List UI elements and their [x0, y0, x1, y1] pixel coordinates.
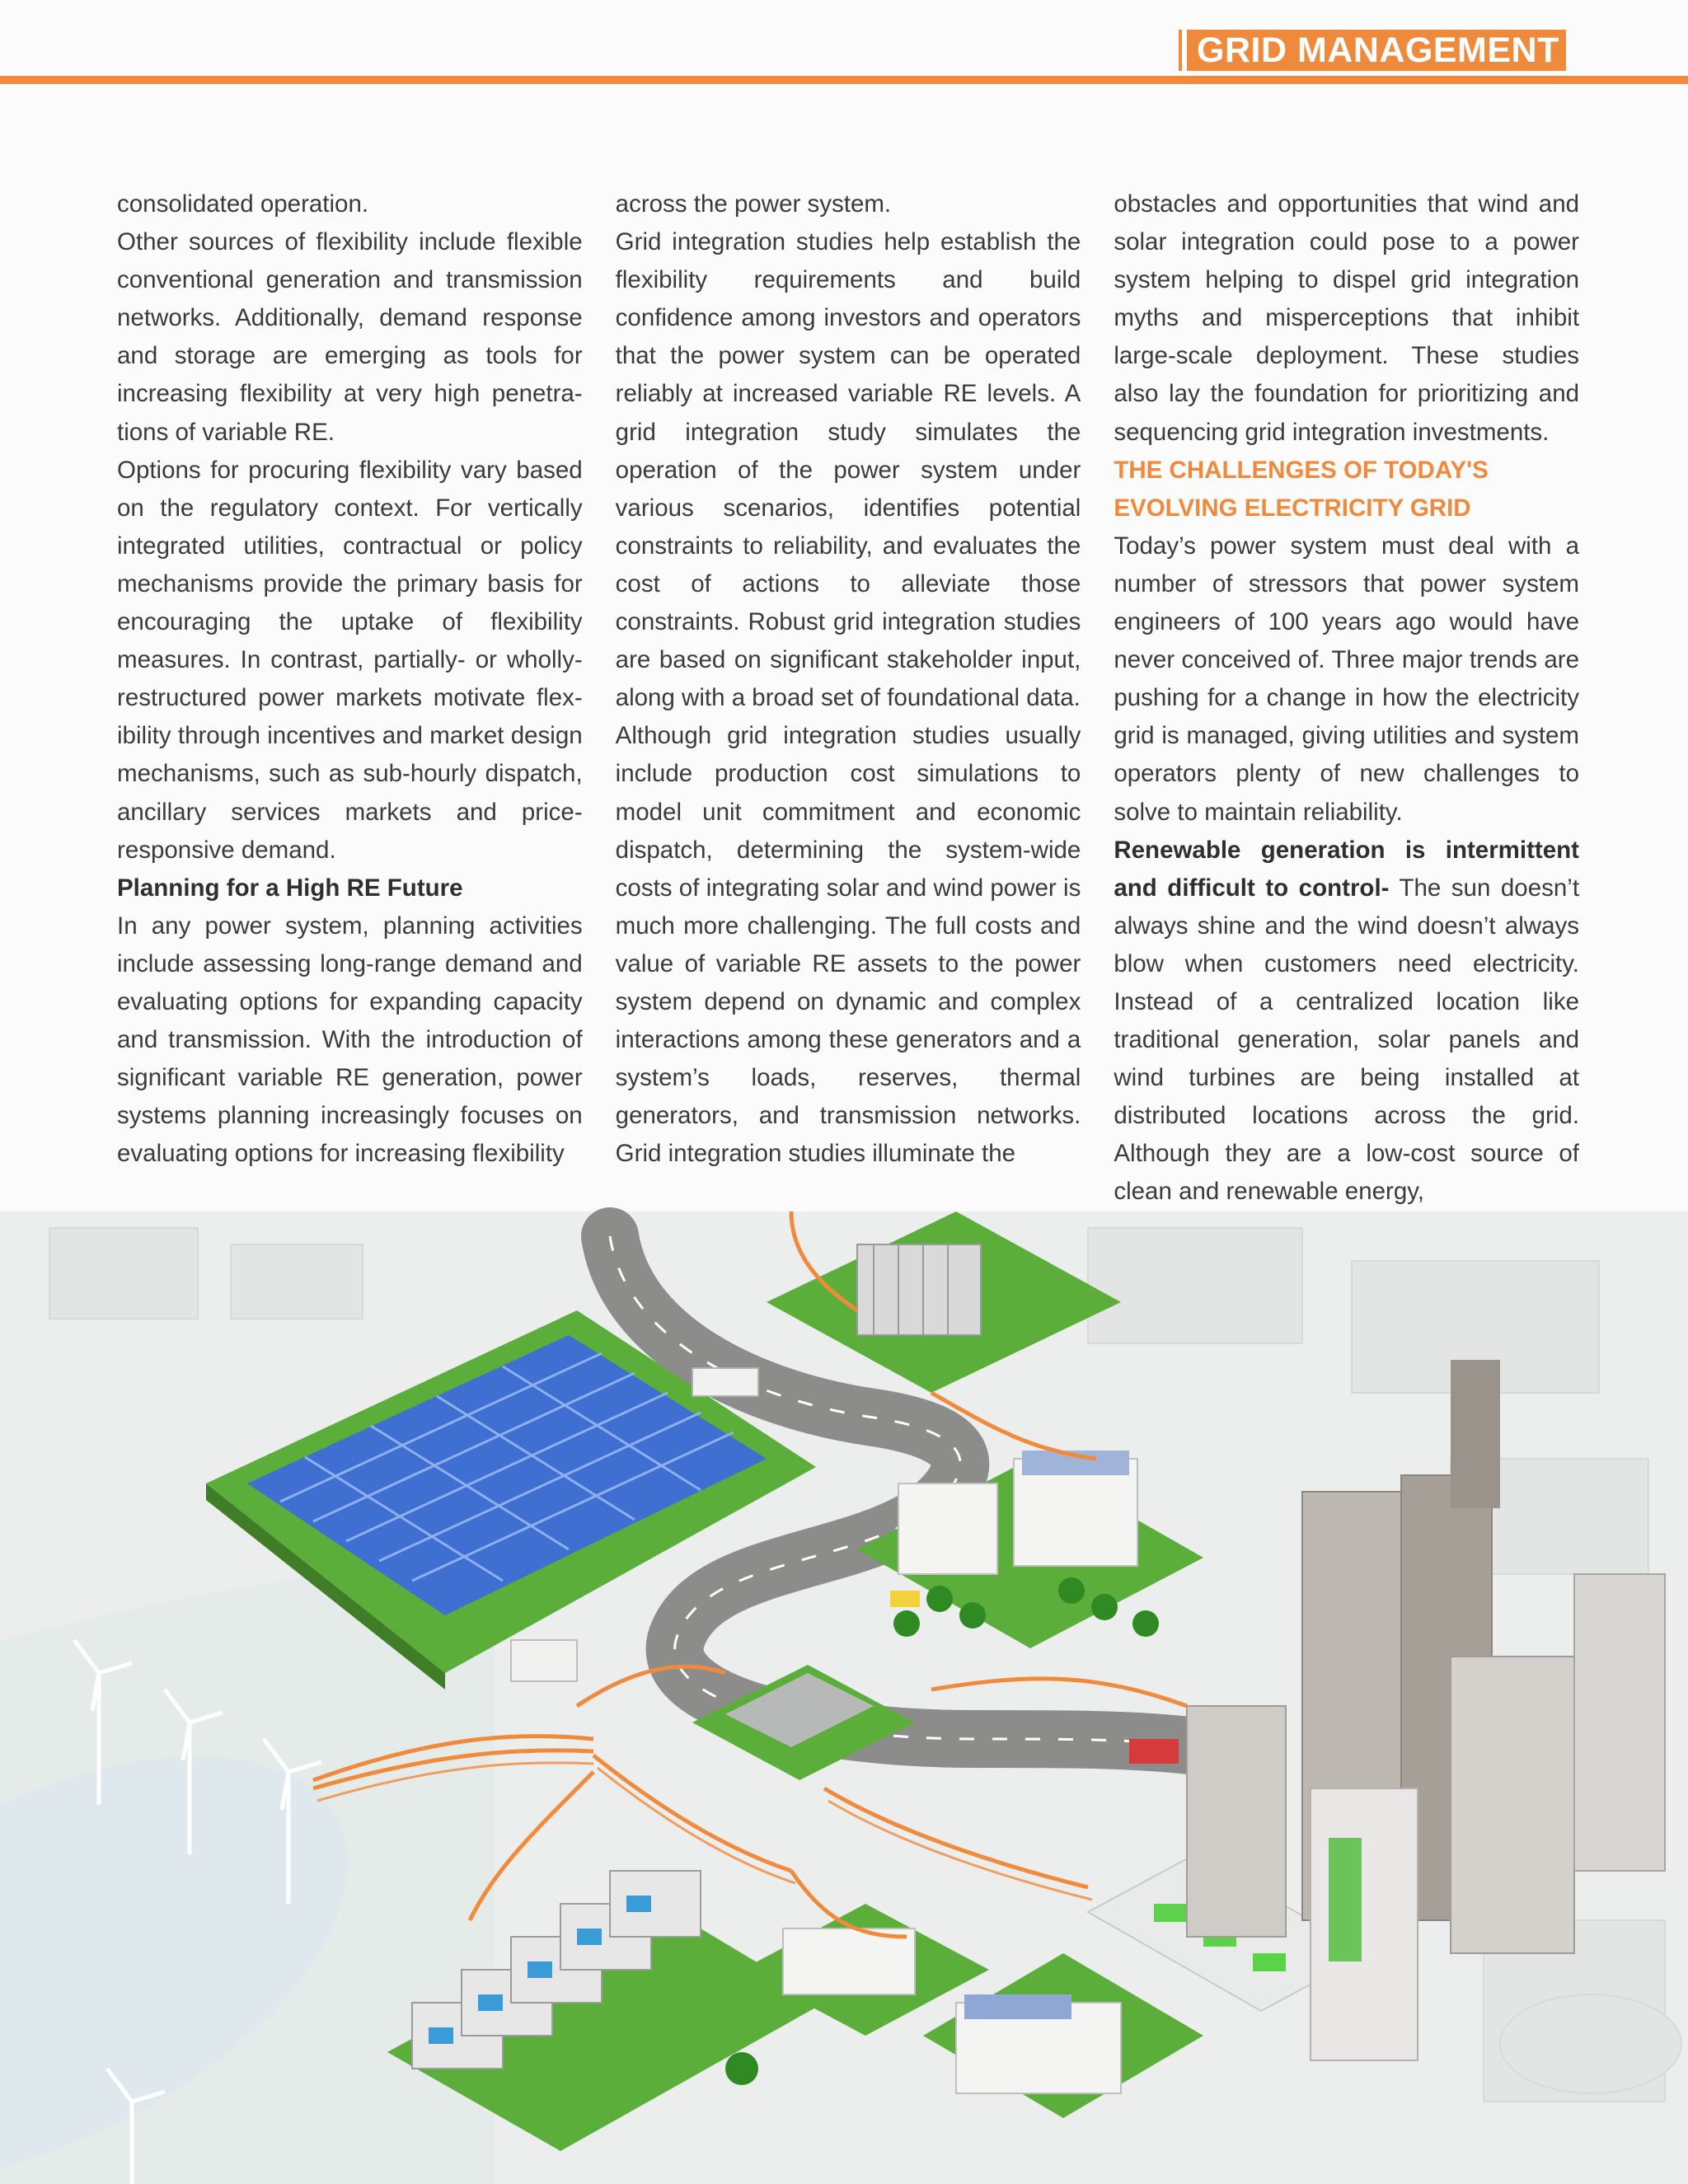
lead-in-bold: Renewable generation is intermittent and difficult to control-	[1114, 836, 1580, 902]
header-rule	[0, 76, 1688, 84]
smart-grid-illustration	[0, 1212, 1688, 2184]
paragraph-rest: The sun doesn’t always shine and the wind doesn’t always blow when customers need electricity. Instead of a centralized location like traditional generation, solar panels and wind turbines are being installed at distributed locations across the grid. Although they are a low-cost source of clean and renewable energy,	[1114, 874, 1580, 1206]
article-body	[117, 185, 1580, 1206]
section-label: GRID MANAGEMENT	[1182, 30, 1566, 71]
bus	[692, 1368, 758, 1396]
truck	[1129, 1739, 1179, 1764]
paragraph: In any power system, planning activities include assessing long-range demand and evaluating options for expanding capacity and transmission. With the introduction of significant variable RE generation, power systems planning increasingly focuses on evaluating options for increasing flexibility	[117, 912, 583, 1168]
text-column-3	[1114, 185, 1580, 1206]
paragraph: Options for procuring flexibility vary based on the regulatory context. For vertically integrated utilities, contractual or policy mechanisms provide the primary basis for encouraging the uptake of flexibility measures. In contrast, partially- or wholly-restructured power markets motivate flex-ibility through incentives and market design mechanisms, such as sub-hourly dispatch, ancillary services markets and price-responsive demand.	[117, 456, 583, 864]
isometric-city-grid-image	[0, 1212, 1688, 2184]
paragraph: Today’s power system must deal with a number of stressors that power system engineers of 100 years ago would have never conceived of. Three major trends are pushing for a change in how the electricity grid is managed, giving utilities and system operators plenty of new challenges to solve to maintain reliability.	[1114, 532, 1580, 826]
paragraph	[1114, 832, 1579, 1212]
text-column-2	[616, 185, 1081, 1170]
substation-structures	[857, 1244, 981, 1335]
paragraph: Although grid integration studies usually include production cost simulations to model unit commitment and economic dispatch, determining the system-wide costs of integrating solar and wind power is much more challenging. The full costs and value of variable RE assets to the power system depend on dynamic and complex interactions among these generators and a system’s loads, reserves, thermal generators, and transmission networks. Grid integration studies illuminate the	[615, 722, 1081, 1168]
paragraph: across the power system.	[615, 190, 892, 218]
paragraph: consolidated operation.	[117, 190, 369, 218]
paragraph: obstacles and opportunities that wind and solar integration could pose to a power system helping to dispel grid integration myths and misperceptions that inhibit large-scale deployment. These studies also lay the foundation for prioritizing and sequencing grid integration investments.	[1114, 190, 1580, 446]
text-column-1	[117, 185, 583, 1170]
subheading: Planning for a High RE Future	[117, 874, 463, 902]
section-heading-line-1: THE CHALLENGES OF TODAY'S	[1114, 456, 1489, 484]
taxi	[890, 1591, 920, 1607]
control-house	[511, 1640, 577, 1681]
rooftop-solar	[964, 1994, 1071, 2019]
paragraph: Other sources of flexibility include flexible conventional generation and transmission networks. Additionally, demand response and storage are emerging as tools for increasing flexibility at very high penetra-tions of variable RE.	[117, 228, 583, 446]
section-heading-line-2: EVOLVING ELECTRICITY GRID	[1114, 494, 1471, 522]
paragraph: Grid integration studies help establish the flexibility requirements and build confidence among investors and operators that the power system can be operated reliably at increased variable RE levels. A grid integration study simulates the operation of the power system under various scenarios, identifies potential constraints to reliability, and evaluates the cost of actions to alleviate those constraints. Robust grid integration studies are based on significant stakeholder input, along with a broad set of foundational data.	[615, 228, 1081, 712]
